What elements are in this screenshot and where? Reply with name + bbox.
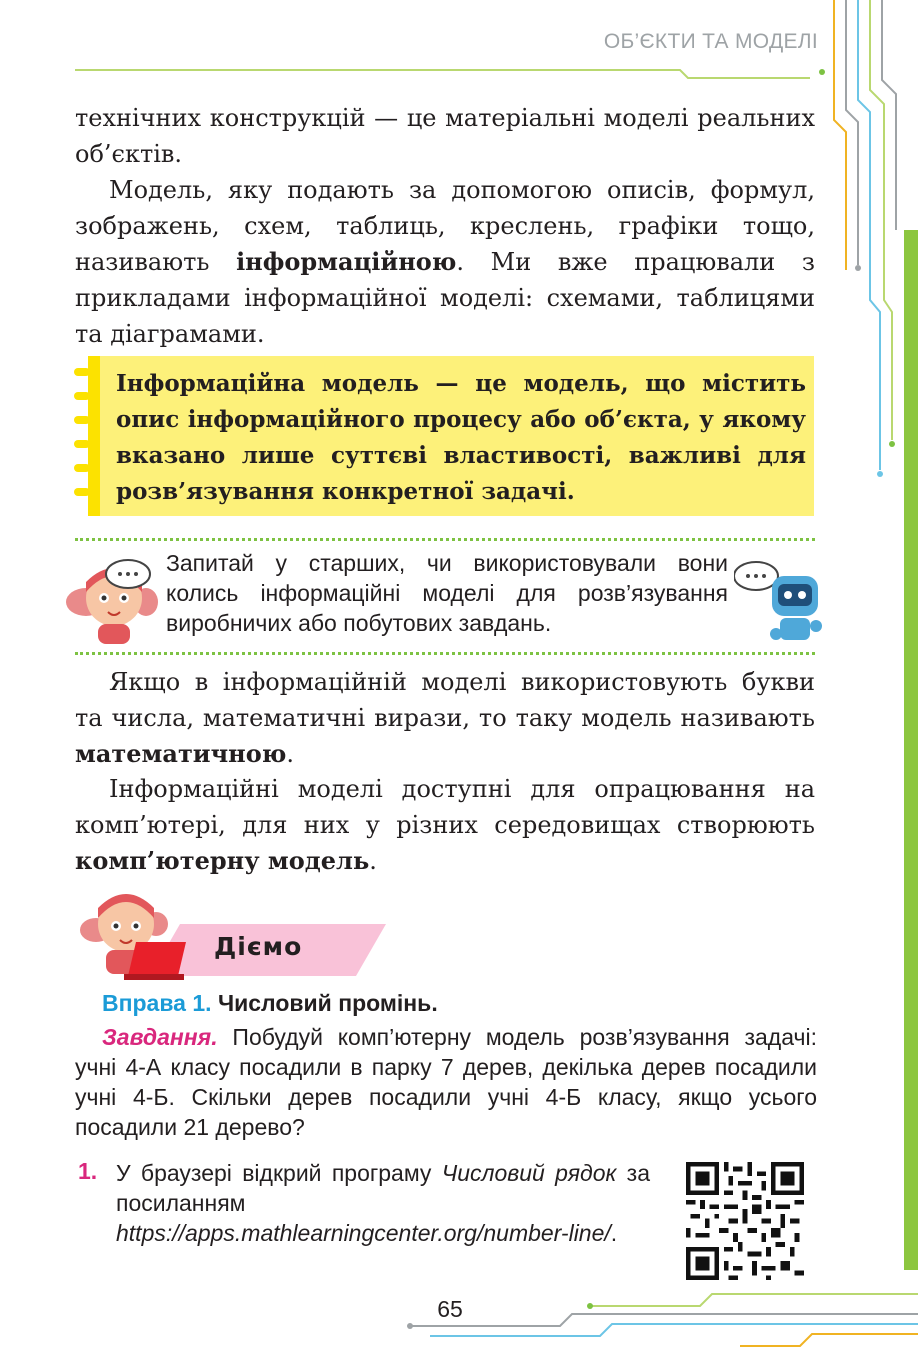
paragraph-3: Якщо в інформаційній моделі використовують букви та числа, математичні вирази, то таку модель називають математичною. <box>75 668 815 768</box>
girl-mascot-icon <box>52 552 162 644</box>
section-header-title: ОБ’ЄКТИ ТА МОДЕЛІ <box>603 30 818 53</box>
app-name: Числовий рядок <box>441 1160 617 1186</box>
term-mathematical: математичною <box>75 739 287 768</box>
tip-text: Запитай у старших, чи використовували вони колись інформаційні моделі для розв’язування виробничих або побутових завдань. <box>166 550 728 636</box>
divider-dotted-bottom <box>75 652 815 655</box>
girl-with-laptop-icon <box>74 884 196 980</box>
section-label-diemo: Діємо <box>214 932 303 961</box>
divider-dotted-top <box>75 538 815 541</box>
qr-code-icon[interactable] <box>686 1162 804 1280</box>
definition-text: Інформаційна модель — це модель, що містить опис інформаційного процесу або об’єкта, у якому вказано лише суттєві властивості, важливі для розв’язування конкретної задачі. <box>116 370 806 505</box>
paragraph-4: Інформаційні моделі доступні для опрацювання на комп’ютері, для них у різних середовищах створюють комп’ютерну модель. <box>75 775 815 875</box>
exercise-title: Вправа 1. Числовий промінь. <box>102 990 438 1016</box>
task-label: Завдання. <box>102 1024 218 1050</box>
paragraph-1: технічних конструкцій — це матеріальні моделі реальних об’єктів. <box>75 104 815 168</box>
term-informational: інформаційною <box>236 247 457 276</box>
robot-mascot-icon <box>734 556 830 648</box>
page-number: 65 <box>437 1296 463 1322</box>
exercise-number: Вправа 1. <box>102 990 212 1016</box>
step-number: 1. <box>78 1158 98 1184</box>
notebook-rings-decoration <box>74 362 98 512</box>
term-computer-model: комп’ютерну модель <box>75 846 370 875</box>
exercise-task: Завдання. Побудуй комп’ютерну модель розв’язування задачі: учні 4-А класу посадили в парку 7 дерев, декілька дерев посадили учні 4-Б. Скільки дерев посадили учні 4-Б класу, якщо усього посадили 21 дерево? <box>75 1024 817 1140</box>
paragraph-2: Модель, яку подають за допомогою описів, формул, зображень, схем, таблиць, креслень, графіки тощо, називають інформаційною. Ми вже працювали з прикладами інформаційної моделі: схемами, таблицями та діаграмами. <box>75 176 816 348</box>
step-text: У браузері відкрий програму Числовий рядок за посиланням https://apps.mathlearningcenter.org/number-line/. <box>116 1160 650 1246</box>
url-link[interactable]: https://apps.mathlearningcenter.org/number-line/ <box>116 1220 611 1246</box>
